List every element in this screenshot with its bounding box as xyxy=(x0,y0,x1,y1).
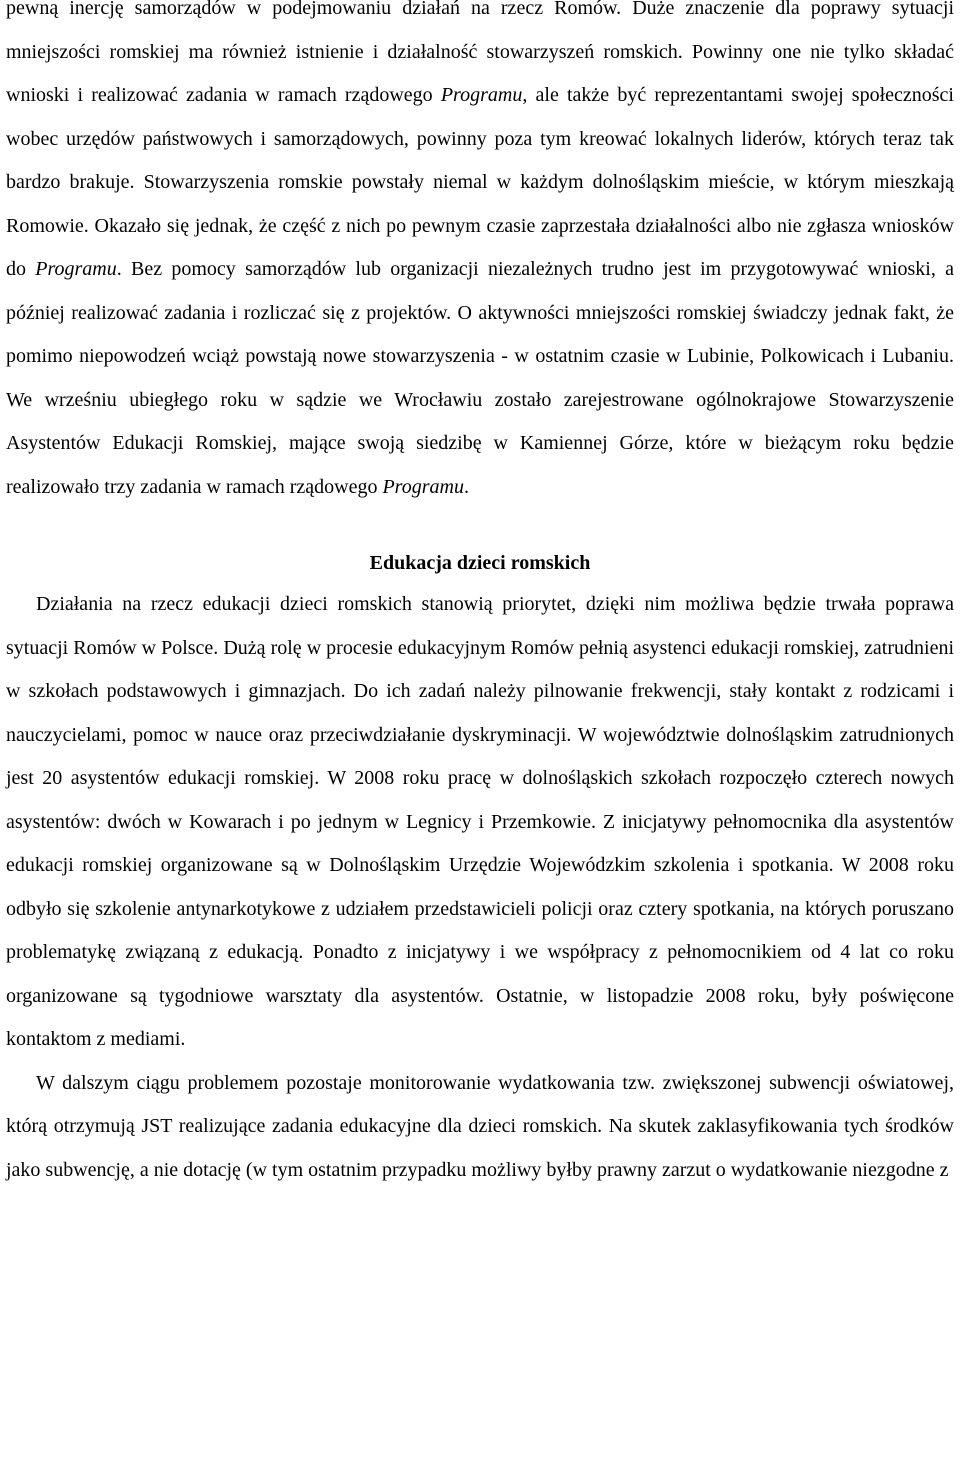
paragraph-text: , ale także być reprezentantami swojej społeczności wobec urzędów państwowych i samorządowych, powinny poza tym kreować lokalnych liderów, których teraz tak bardzo brakuje. Stowarzyszenia romskie powstały niemal w każdym dolnośląskim mieście, w którym mieszkają Romowie. Okazało się jednak, że część z nich po pewnym czasie zaprzestała działalności albo nie zgłasza wniosków do xyxy=(6,84,954,280)
program-reference: Programu xyxy=(382,475,464,498)
section-heading: Edukacja dzieci romskich xyxy=(369,552,591,574)
program-reference: Programu xyxy=(440,84,523,106)
paragraph-roma-associations xyxy=(6,0,954,509)
paragraph-text: . xyxy=(463,475,469,498)
paragraph-subsidy: W dalszym ciągu problemem pozostaje monitorowanie wydatkowania tzw. zwiększonej subwencji oświatowej, którą otrzymują JST realizujące zadania edukacyjne dla dzieci romskich. Na skutek zaklasyfikowania tych środków jako subwencję, a nie dotację (w tym ostatnim przypadku możliwy byłby prawny zarzut o wydatkowanie niezgodne z xyxy=(6,1071,954,1181)
document-page xyxy=(6,0,954,1192)
paragraph-text: pewną inercję samorządów w podejmowaniu działań na rzecz Romów. Duże znaczenie dla poprawy sytuacji mniejszości romskiej ma również istnienie i działalność stowarzyszeń romskich. Powinny one nie tylko składać wnioski i realizować zadania w ramach rządowego xyxy=(6,0,954,106)
paragraph-text: . Bez pomocy samorządów lub organizacji niezależnych trudno jest im przygotowywać wnioski, a później realizować zadania i rozliczać się z projektów. O aktywności mniejszości romskiej świadczy jednak fakt, że pomimo niepowodzeń wciąż powstają nowe stowarzyszenia - w ostatnim czasie w Lubinie, Polkowicach i Lubaniu. We wrześniu ubiegłego roku w sądzie we Wrocławiu zostało zarejestrowane ogólnokrajowe Stowarzyszenie Asystentów Edukacji Romskiej, mające swoją siedzibę w Kamiennej Górze, które w bieżącym roku będzie realizowało trzy zadania w ramach rządowego xyxy=(6,258,954,498)
program-reference: Programu xyxy=(35,258,117,280)
paragraph-education: Działania na rzecz edukacji dzieci romskich stanowią priorytet, dzięki nim możliwa będzie trwała poprawa sytuacji Romów w Polsce. Dużą rolę w procesie edukacyjnym Romów pełnią asystenci edukacji romskiej, zatrudnieni w szkołach podstawowych i gimnazjach. Do ich zadań należy pilnowanie frekwencji, stały kontakt z rodzicami i nauczycielami, pomoc w nauce oraz przeciwdziałanie dyskryminacji. W województwie dolnośląskim zatrudnionych jest 20 asystentów edukacji romskiej. W 2008 roku pracę w dolnośląskich szkołach rozpoczęło czterech nowych asystentów: dwóch w Kowarach i po jednym w Legnicy i Przemkowie. Z inicjatywy pełnomocnika dla asystentów edukacji romskiej organizowane są w Dolnośląskim Urzędzie Wojewódzkim szkolenia i spotkania. W 2008 roku odbyło się szkolenie antynarkotykowe z udziałem przedstawicieli policji oraz cztery spotkania, na których poruszano problematykę związaną z edukacją. Ponadto z inicjatywy i we współpracy z pełnomocnikiem od 4 lat co roku organizowane są tygodniowe warsztaty dla asystentów. Ostatnie, w listopadzie 2008 roku, były poświęcone kontaktom z mediami. xyxy=(6,593,954,1050)
